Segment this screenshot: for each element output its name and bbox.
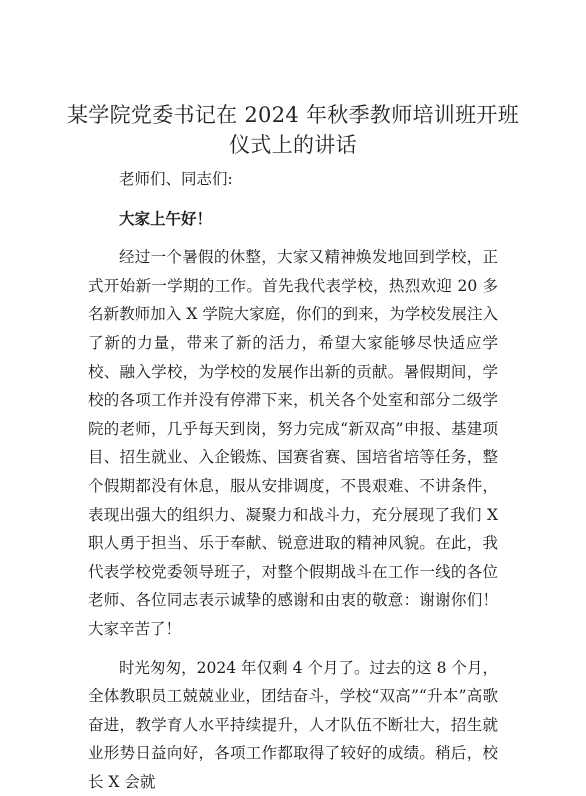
document-title	[60, 100, 526, 160]
salutation: 老师们、同志们:	[88, 165, 498, 194]
greeting	[88, 205, 498, 234]
title-line-2: 仪式上的讲话	[60, 130, 526, 160]
paragraph-2: 时光匆匆，2024 年仅剩 4 个月了。过去的这 8 个月，全体教职员工兢兢业业，团结奋斗，学校“双高”“升本”高歌奋进，教学育人水平持续提升，人才队伍不断壮大，招生就业形势日益向好，各项工作都取得了较好的成绩。稍后，校长 X 会就	[88, 654, 498, 796]
paragraph-1: 经过一个暑假的休整，大家又精神焕发地回到学校，正式开始新一学期的工作。首先我代表学校，热烈欢迎 20 多名新教师加入 X 学院大家庭，你们的到来，为学校发展注入了新的力量，带来了新的活力，希望大家能够尽快适应学校、融入学校，为学校的发展作出新的贡献。暑假期间，学校的各项工作并没有停滞下来，机关各个处室和部分二级学院的老师，几乎每天到岗，努力完成“新双高”申报、基建项目、招生就业、入企锻炼、国赛省赛、国培省培等任务，整个假期都没有休息，服从安排调度，不畏艰难、不讲条件，表现出强大的组织力、凝聚力和战斗力，充分展现了我们 X 职人勇于担当、乐于奉献、锐意进取的精神风貌。在此，我代表学校党委领导班子，对整个假期战斗在工作一线的各位老师、各位同志表示诚挚的感谢和由衷的敬意：谢谢你们！大家辛苦了！	[88, 243, 498, 643]
greeting-text: 大家上午好！	[119, 209, 212, 228]
title-line-1: 某学院党委书记在 2024 年秋季教师培训班开班	[60, 100, 526, 130]
document-body	[88, 165, 498, 796]
